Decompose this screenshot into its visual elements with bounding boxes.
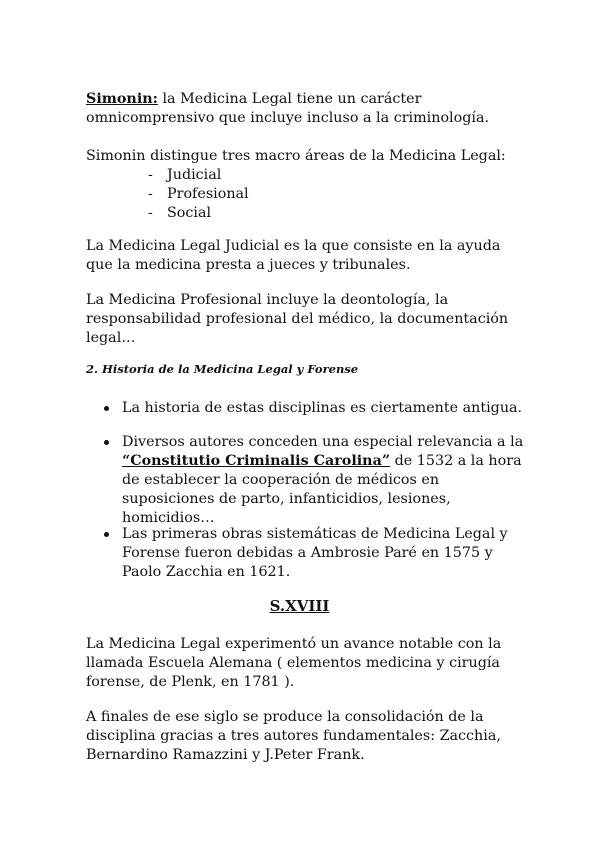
areas-list bbox=[148, 166, 249, 223]
carolina-title: “Constitutio Criminalis Carolina” bbox=[122, 453, 391, 469]
bullet-text: La historia de estas disciplinas es ciertamente antigua. bbox=[122, 400, 523, 416]
list-item bbox=[104, 399, 524, 418]
bullet-text: Diversos autores conceden una especial relevancia a la “Constitutio Criminalis Carolina” de 1532 a la hora de establecer la cooperación de médicos en suposiciones de parto, infanticidios, lesiones, homicidios… bbox=[122, 434, 524, 526]
bullet-icon bbox=[104, 440, 109, 445]
bullet-text: Las primeras obras sistemáticas de Medicina Legal y Forense fueron debidas a Ambrosie Paré en 1575 y Paolo Zacchia en 1621. bbox=[122, 526, 508, 580]
list-item: - Judicial bbox=[148, 167, 222, 183]
section-heading: 2. Historia de la Medicina Legal y Forense bbox=[86, 362, 359, 376]
simonin-text: la Medicina Legal tiene un carácter omnicomprensivo que incluye incluso a la criminología. bbox=[86, 91, 490, 126]
list-item: - Social bbox=[148, 205, 212, 221]
section-title: S.XVIII bbox=[269, 597, 330, 615]
paragraph-escuela-alemana: La Medicina Legal experimentó un avance notable con la llamada Escuela Alemana ( elementos medicina y cirugía forense, de Plenk, en 1781 ). bbox=[86, 636, 502, 690]
simonin-label: Simonin: bbox=[86, 91, 158, 107]
bullet-icon bbox=[104, 532, 109, 537]
paragraph-judicial: La Medicina Legal Judicial es la que consiste en la ayuda que la medicina presta a jueces y tribunales. bbox=[86, 238, 501, 273]
list-item bbox=[104, 433, 524, 528]
paragraph-profesional: La Medicina Profesional incluye la deontología, la responsabilidad profesional del médico, la documentación legal… bbox=[86, 292, 509, 346]
bullet-icon bbox=[104, 406, 109, 411]
list-item: - Profesional bbox=[148, 186, 249, 202]
paragraph-consolidacion: A finales de ese siglo se produce la consolidación de la disciplina gracias a tres autores fundamentales: Zacchia, Bernardino Ramazzini y J.Peter Frank. bbox=[86, 709, 501, 763]
paragraph-areas-intro: Simonin distingue tres macro áreas de la Medicina Legal: bbox=[86, 148, 506, 164]
list-item bbox=[104, 525, 524, 582]
paragraph-simonin bbox=[86, 90, 516, 128]
